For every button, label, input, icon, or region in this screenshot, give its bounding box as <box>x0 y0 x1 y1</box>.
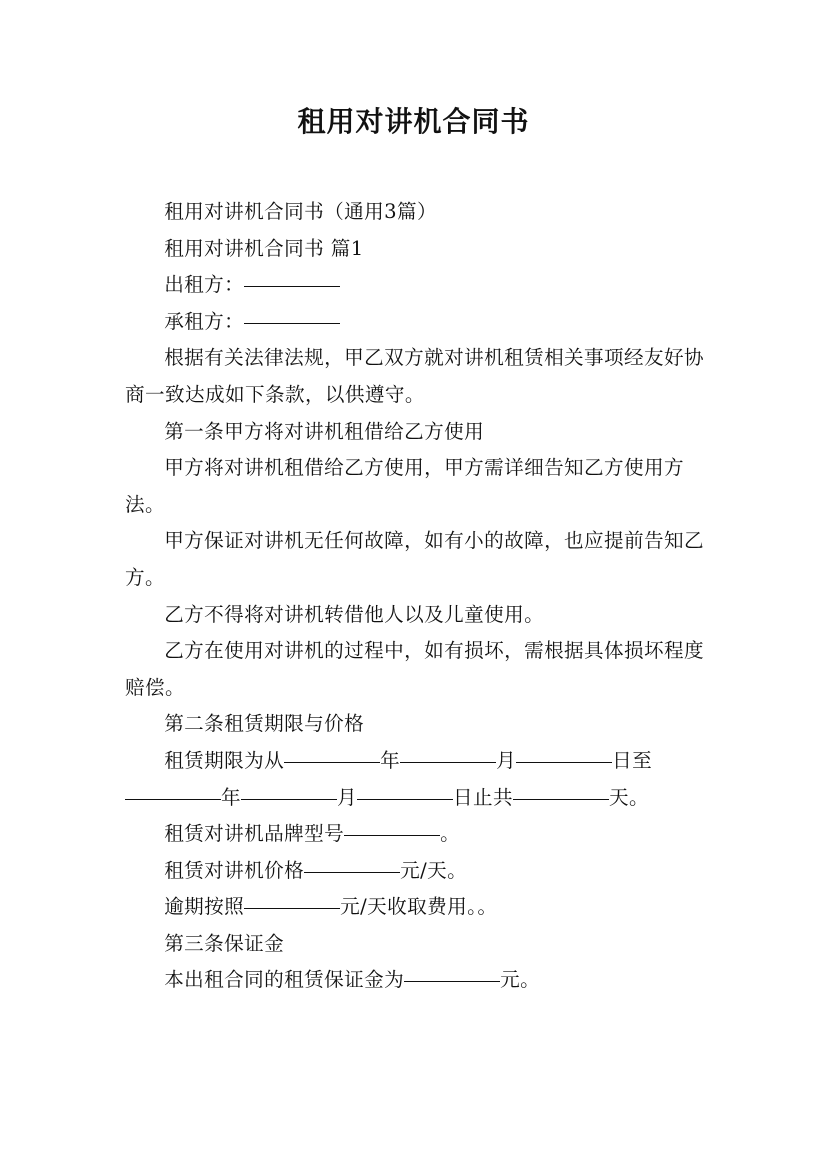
paragraph-clause-1-item-1: 甲方将对讲机租借给乙方使用，甲方需详细告知乙方使用方法。 <box>125 456 685 516</box>
lease-period-text-b: 年 <box>380 748 401 772</box>
deposit-blank <box>404 980 500 982</box>
lease-start-month-blank <box>400 761 496 763</box>
lease-period-text-d: 日至 <box>612 748 653 772</box>
lessee-label: 承租方： <box>164 309 245 333</box>
paragraph-article-heading: 租用对讲机合同书 篇1 <box>164 236 364 260</box>
paragraph-preamble: 根据有关法律法规，甲乙双方就对讲机租赁相关事项经友好协商一致达成如下条款，以供遵守。 <box>125 346 705 406</box>
lease-start-day-blank <box>516 761 612 763</box>
lease-end-year-blank <box>125 798 221 800</box>
lessee-blank <box>244 322 340 324</box>
document-title: 租用对讲机合同书 <box>297 105 530 138</box>
lease-end-day-blank <box>357 798 453 800</box>
lease-start-year-blank <box>284 761 380 763</box>
paragraph-overdue <box>125 889 705 926</box>
overdue-text-a: 逾期按照 <box>164 895 245 919</box>
brand-model-text-b: 。 <box>440 822 461 846</box>
paragraph-clause-1-item-2: 甲方保证对讲机无任何故障，如有小的故障，也应提前告知乙方。 <box>125 529 705 589</box>
lease-period-text-f: 月 <box>337 785 357 809</box>
lease-period-text-a: 租赁期限为从 <box>164 748 285 772</box>
paragraph-lease-period <box>125 743 705 816</box>
lease-period-text-e: 年 <box>221 785 241 809</box>
lessor-label: 出租方： <box>164 273 245 297</box>
paragraph-lessee <box>125 304 705 341</box>
brand-model-blank <box>344 834 440 836</box>
paragraph-clause-2-heading: 第二条租赁期限与价格 <box>164 712 365 736</box>
paragraph-deposit <box>125 962 705 999</box>
brand-model-text-a: 租赁对讲机品牌型号 <box>164 822 345 846</box>
lessor-blank <box>244 285 340 287</box>
paragraph-clause-1-heading: 第一条甲方将对讲机租借给乙方使用 <box>164 419 485 443</box>
paragraph-price <box>125 853 705 890</box>
paragraph-lessor <box>125 267 705 304</box>
deposit-text-a: 本出租合同的租赁保证金为 <box>164 968 405 992</box>
lease-end-month-blank <box>241 798 337 800</box>
overdue-text-b: 元/天收取费用。。 <box>340 895 498 919</box>
paragraph-clause-1-item-3: 乙方不得将对讲机转借他人以及儿童使用。 <box>164 602 545 626</box>
document-body <box>125 194 705 999</box>
paragraph-subtitle: 租用对讲机合同书（通用3篇） <box>164 200 437 223</box>
paragraph-clause-3-heading: 第三条保证金 <box>164 931 285 955</box>
price-text-b: 元/天。 <box>400 858 468 882</box>
lease-period-text-c: 月 <box>496 748 517 772</box>
paragraph-clause-1-item-4: 乙方在使用对讲机的过程中，如有损坏，需根据具体损坏程度赔偿。 <box>125 639 705 699</box>
lease-period-text-h: 天。 <box>608 785 649 809</box>
overdue-fee-blank <box>244 907 340 909</box>
lease-period-text-g: 日止共 <box>453 785 513 809</box>
lease-total-days-blank <box>513 798 609 800</box>
deposit-text-b: 元。 <box>500 968 541 992</box>
price-text-a: 租赁对讲机价格 <box>164 858 305 882</box>
paragraph-brand-model <box>125 816 705 853</box>
price-blank <box>304 871 400 873</box>
